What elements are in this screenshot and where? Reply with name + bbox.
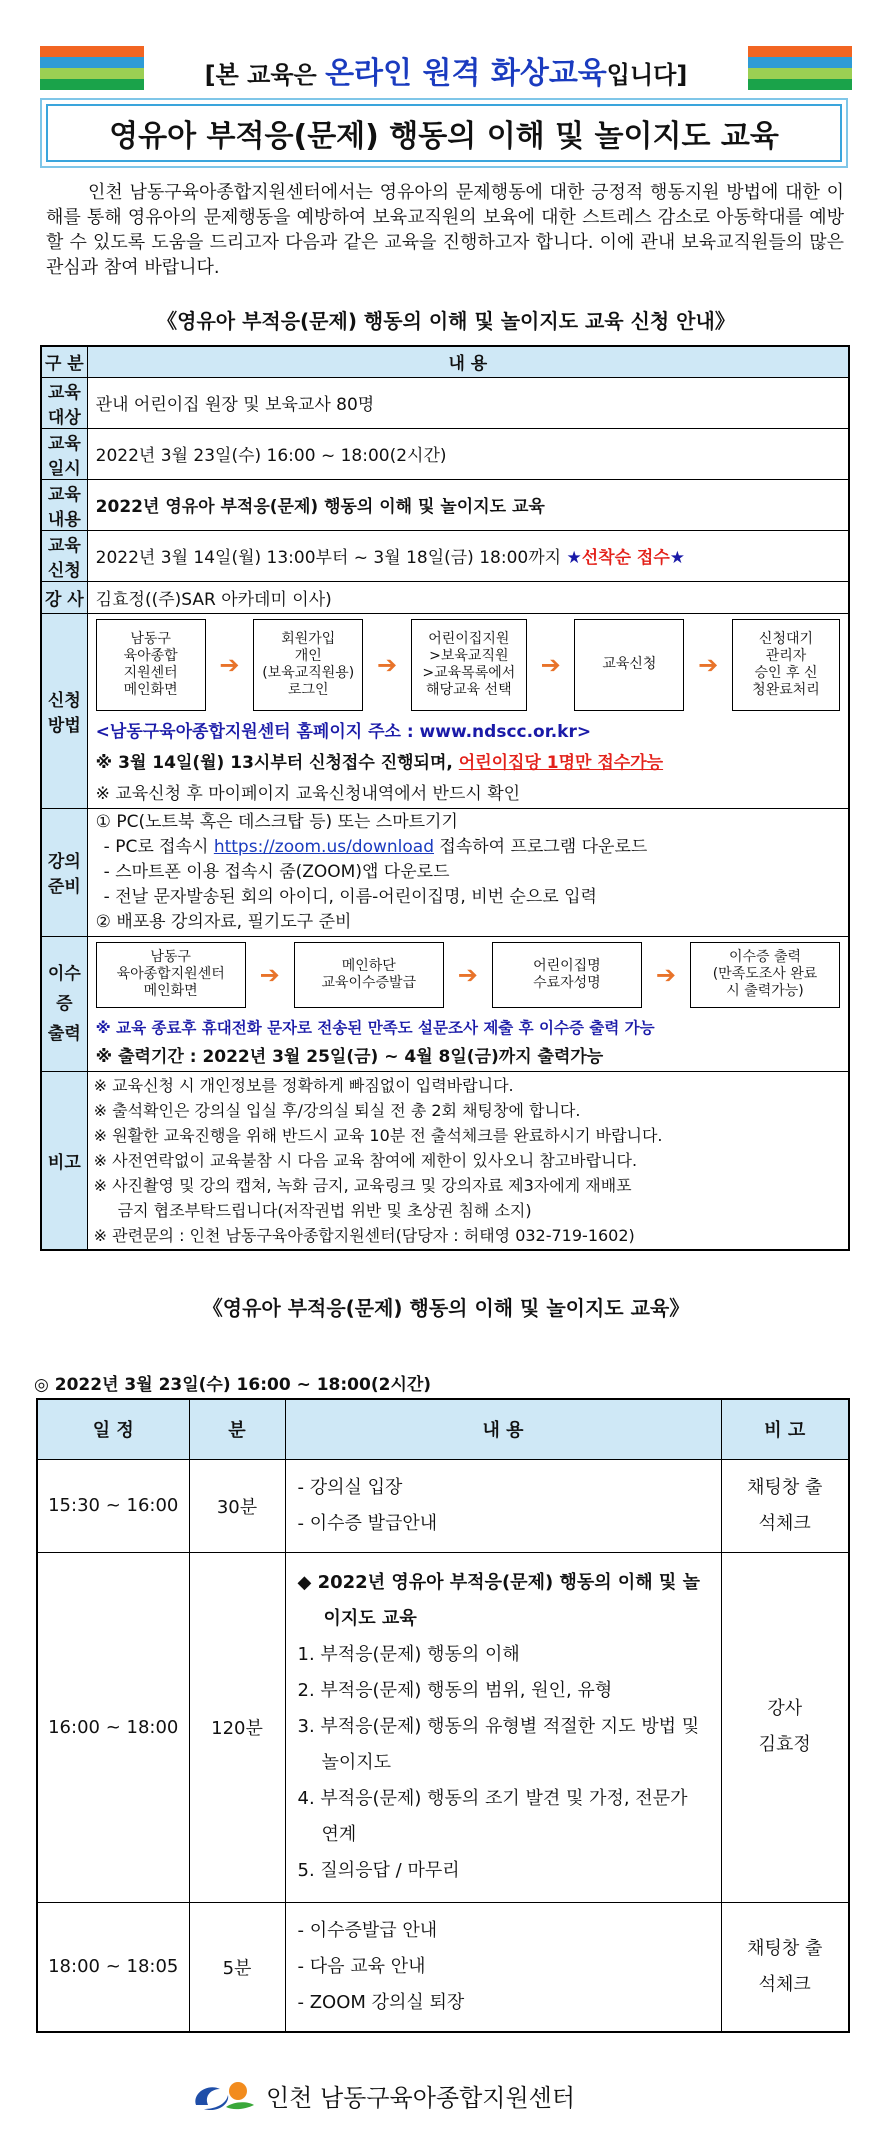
zoom-download-link[interactable]: https://zoom.us/download: [213, 836, 435, 857]
apply-notice-b: 어린이집당 1명만 접수가능: [458, 752, 664, 773]
flow-step-apply: 교육신청: [574, 619, 684, 711]
note-item: ※ 원활한 교육진행을 위해 반드시 교육 10분 전 출석체크를 완료하시기 바랍니다.: [93, 1125, 663, 1145]
schedule-table: [36, 1398, 850, 2033]
prep-row: [41, 808, 849, 936]
schedule-time: 16:00 ~ 18:00: [37, 1552, 189, 1902]
schedule-item: 2. 부적응(문제) 행동의 범위, 원인, 유형: [297, 1680, 613, 1701]
schedule-content: [285, 1459, 721, 1552]
content-row: [41, 479, 849, 530]
apply-notice-a: ※ 3월 14일(월) 13시부터 신청접수 진행되며,: [95, 752, 459, 773]
star-icon: ★: [566, 548, 582, 568]
schedule-minutes: 30분: [189, 1459, 285, 1552]
apply-table-header-row: [41, 346, 849, 377]
cert-step-print: 이수증 출력 (만족도조사 완료 시 출력가능): [690, 942, 840, 1008]
apply-notice: [94, 742, 842, 773]
content-label: 교육내용: [41, 479, 87, 530]
schedule-item: - ZOOM 강의실 퇴장: [297, 1991, 465, 2013]
schedule-item: - 이수증 발급안내: [297, 1512, 438, 1534]
schedule-main-item: ◆ 2022년 영유아 부적응(문제) 행동의 이해 및 놀이지도 교육: [297, 1572, 700, 1629]
apply-label: 교육신청: [41, 530, 87, 581]
arrow-right-icon: ➔: [655, 960, 676, 989]
online-notice-suffix: 입니다]: [606, 61, 688, 89]
note-label: 비고: [41, 1071, 87, 1250]
schedule-time: 18:00 ~ 18:05: [37, 1902, 189, 2032]
note-row: [41, 1071, 849, 1250]
prep-item-text: - PC로 접속시: [103, 836, 214, 857]
center-logo-icon: [190, 2075, 256, 2115]
schedule-item: 1. 부적응(문제) 행동의 이해: [297, 1644, 520, 1665]
schedule-row: [37, 1459, 849, 1552]
datetime-label: 교육일시: [41, 428, 87, 479]
prep-item: - 스마트폰 이용 접속시 줌(ZOOM)앱 다운로드: [103, 861, 450, 882]
flow-step-login: 회원가입 개인 (보육교직원용) 로그인: [253, 619, 363, 711]
schedule-item: 5. 질의응답 / 마무리: [297, 1860, 460, 1881]
schedule-header-time: 일 정: [37, 1399, 189, 1459]
prep-cell: [87, 808, 849, 936]
note-item: 금지 협조부탁드립니다(저작권법 위반 및 초상권 침해 소지): [117, 1200, 532, 1220]
arrow-right-icon: ➔: [540, 650, 561, 679]
flow-step-main: 남동구 육아종합 지원센터 메인화면: [96, 619, 206, 711]
page-title: 영유아 부적응(문제) 행동의 이해 및 놀이지도 교육: [46, 104, 842, 162]
target-value: 관내 어린이집 원장 및 보육교사 80명: [87, 377, 849, 428]
homepage-address: <남동구육아종합지원센터 홈페이지 주소 : www.ndscc.or.kr>: [95, 721, 592, 742]
arrow-right-icon: ➔: [457, 960, 478, 989]
header-content: 내 용: [87, 346, 849, 377]
cert-notice: ※ 교육 종료후 휴대전화 문자로 전송된 만족도 설문조사 제출 후 이수증 출력 가능: [95, 1018, 655, 1037]
schedule-section-title: 《영유아 부적응(문제) 행동의 이해 및 놀이지도 교육》: [202, 1296, 690, 1320]
schedule-note: 강사 김효정: [721, 1552, 849, 1902]
schedule-item: - 이수증발급 안내: [297, 1919, 438, 1941]
schedule-header-minutes: 분: [189, 1399, 285, 1459]
apply-section-title: 《영유아 부적응(문제) 행동의 이해 및 놀이지도 교육 신청 안내》: [157, 309, 735, 333]
method-label: 신청방법: [41, 613, 87, 808]
apply-cell: [87, 530, 849, 581]
cert-label: [41, 936, 87, 1071]
schedule-item: - 강의실 입장: [297, 1476, 403, 1498]
prep-item: [96, 835, 840, 860]
note-item: ※ 관련문의 : 인천 남동구육아종합지원센터(담당자 : 허태영 032-719-1602): [93, 1225, 635, 1245]
arrow-right-icon: ➔: [376, 650, 398, 679]
datetime-row: [41, 428, 849, 479]
footer-org-name: 인천 남동구육아종합지원센터: [266, 2083, 576, 2112]
online-notice: [150, 48, 742, 92]
prep-item: ② 배포용 강의자료, 필기도구 준비: [95, 911, 352, 932]
star-icon: ★: [669, 548, 685, 568]
cert-label-line: 이수증: [47, 963, 81, 1014]
cert-step-issue: 메인하단 교육이수증발급: [294, 942, 444, 1008]
schedule-header-note: 비 고: [721, 1399, 849, 1459]
header-category: 구 분: [41, 346, 87, 377]
apply-flow: [94, 616, 842, 713]
method-row: [41, 613, 849, 808]
prep-label: 강의준비: [41, 808, 87, 936]
lecturer-row: [41, 581, 849, 613]
note-item: ※ 교육신청 시 개인정보를 정확하게 빠짐없이 입력바랍니다.: [93, 1075, 514, 1095]
schedule-note: 채팅창 출 석체크: [721, 1459, 849, 1552]
cert-cell: [87, 936, 849, 1071]
schedule-minutes: 120분: [189, 1552, 285, 1902]
target-row: [41, 377, 849, 428]
footer: [190, 2075, 575, 2115]
schedule-item: 3. 부적응(문제) 행동의 유형별 적절한 지도 방법 및 놀이지도: [297, 1716, 700, 1773]
schedule-content: [285, 1902, 721, 2032]
apply-info-table: [40, 345, 850, 1251]
schedule-content: [285, 1552, 721, 1902]
arrow-right-icon: ➔: [698, 650, 719, 679]
apply-row: [41, 530, 849, 581]
color-stripe-left-icon: [40, 46, 144, 90]
cert-row: [41, 936, 849, 1071]
prep-item: - 전날 문자발송된 회의 아이디, 이름-어린이집명, 비번 순으로 입력: [103, 886, 597, 907]
apply-check-notice: ※ 교육신청 후 마이페이지 교육신청내역에서 반드시 확인: [95, 783, 521, 804]
flow-step-approve: 신청대기 관리자 승인 후 신 청완료처리: [732, 619, 840, 711]
page-title-box: [40, 98, 848, 168]
schedule-row: [37, 1552, 849, 1902]
target-label: 교육대상: [41, 377, 87, 428]
note-cell: [87, 1071, 849, 1250]
lecturer-value: 김효정((주)SAR 아카데미 이사): [87, 581, 849, 613]
lecturer-label: 강 사: [41, 581, 87, 613]
method-cell: [87, 613, 849, 808]
cert-flow: [94, 939, 842, 1010]
schedule-note: 채팅창 출 석체크: [721, 1902, 849, 2032]
schedule-date-line: ◎ 2022년 3월 23일(수) 16:00 ~ 18:00(2시간): [34, 1375, 432, 1395]
content-value: 2022년 영유아 부적응(문제) 행동의 이해 및 놀이지도 교육: [87, 479, 849, 530]
cert-step-main: 남동구 육아종합지원센터 메인화면: [96, 942, 246, 1008]
first-come-badge: 선착순 접수: [581, 548, 670, 568]
schedule-header-content: 내 용: [285, 1399, 721, 1459]
cert-period: ※ 출력기간 : 2022년 3월 25일(금) ~ 4월 8일(금)까지 출력가능: [95, 1046, 604, 1067]
prep-item-text: 접속하여 프로그램 다운로드: [434, 836, 648, 857]
flow-step-select: 어린이집지원 >보육교직원 >교육목록에서 해당교육 선택: [411, 619, 527, 711]
apply-value: 2022년 3월 14일(월) 13:00부터 ~ 3월 18일(금) 18:00까지: [95, 548, 562, 568]
schedule-header-row: [37, 1399, 849, 1459]
schedule-item: 4. 부적응(문제) 행동의 조기 발견 및 가정, 전문가 연계: [297, 1788, 688, 1845]
color-stripe-right-icon: [748, 46, 852, 90]
note-item: ※ 출석확인은 강의실 입실 후/강의실 퇴실 전 총 2회 채팅창에 합니다.: [93, 1100, 581, 1120]
cert-label-line: 출력: [47, 1023, 81, 1044]
schedule-minutes: 5분: [189, 1902, 285, 2032]
datetime-value: 2022년 3월 23일(수) 16:00 ~ 18:00(2시간): [87, 428, 849, 479]
online-notice-prefix: [본 교육은: [204, 61, 326, 89]
arrow-right-icon: ➔: [259, 960, 280, 989]
online-notice-highlight: 온라인 원격 화상교육: [325, 56, 607, 91]
schedule-item: - 다음 교육 안내: [297, 1955, 426, 1977]
schedule-row: [37, 1902, 849, 2032]
prep-item: ① PC(노트북 혹은 데스크탑 등) 또는 스마트기기: [95, 811, 458, 832]
note-item: ※ 사전연락없이 교육불참 시 다음 교육 참여에 제한이 있사오니 참고바랍니다.: [93, 1150, 638, 1170]
schedule-time: 15:30 ~ 16:00: [37, 1459, 189, 1552]
cert-step-name: 어린이집명 수료자성명: [492, 942, 642, 1008]
intro-paragraph: 인천 남동구육아종합지원센터에서는 영유아의 문제행동에 대한 긍정적 행동지원 방법에 대한 이해를 통해 영유아의 문제행동을 예방하여 보육교직원의 보육에 대한 스트레스 감소로 아동학대를 예방할 수 있도록 도움을 드리고자 다음과 같은 교육을 진행하고자 합니다. 이에 관내 보육교직원들의 많은 관심과 참여 바랍니다.: [46, 182, 844, 278]
arrow-right-icon: ➔: [219, 650, 240, 679]
note-item: ※ 사진촬영 및 강의 캡쳐, 녹화 금지, 교육링크 및 강의자료 제3자에게 재배포: [93, 1175, 632, 1195]
